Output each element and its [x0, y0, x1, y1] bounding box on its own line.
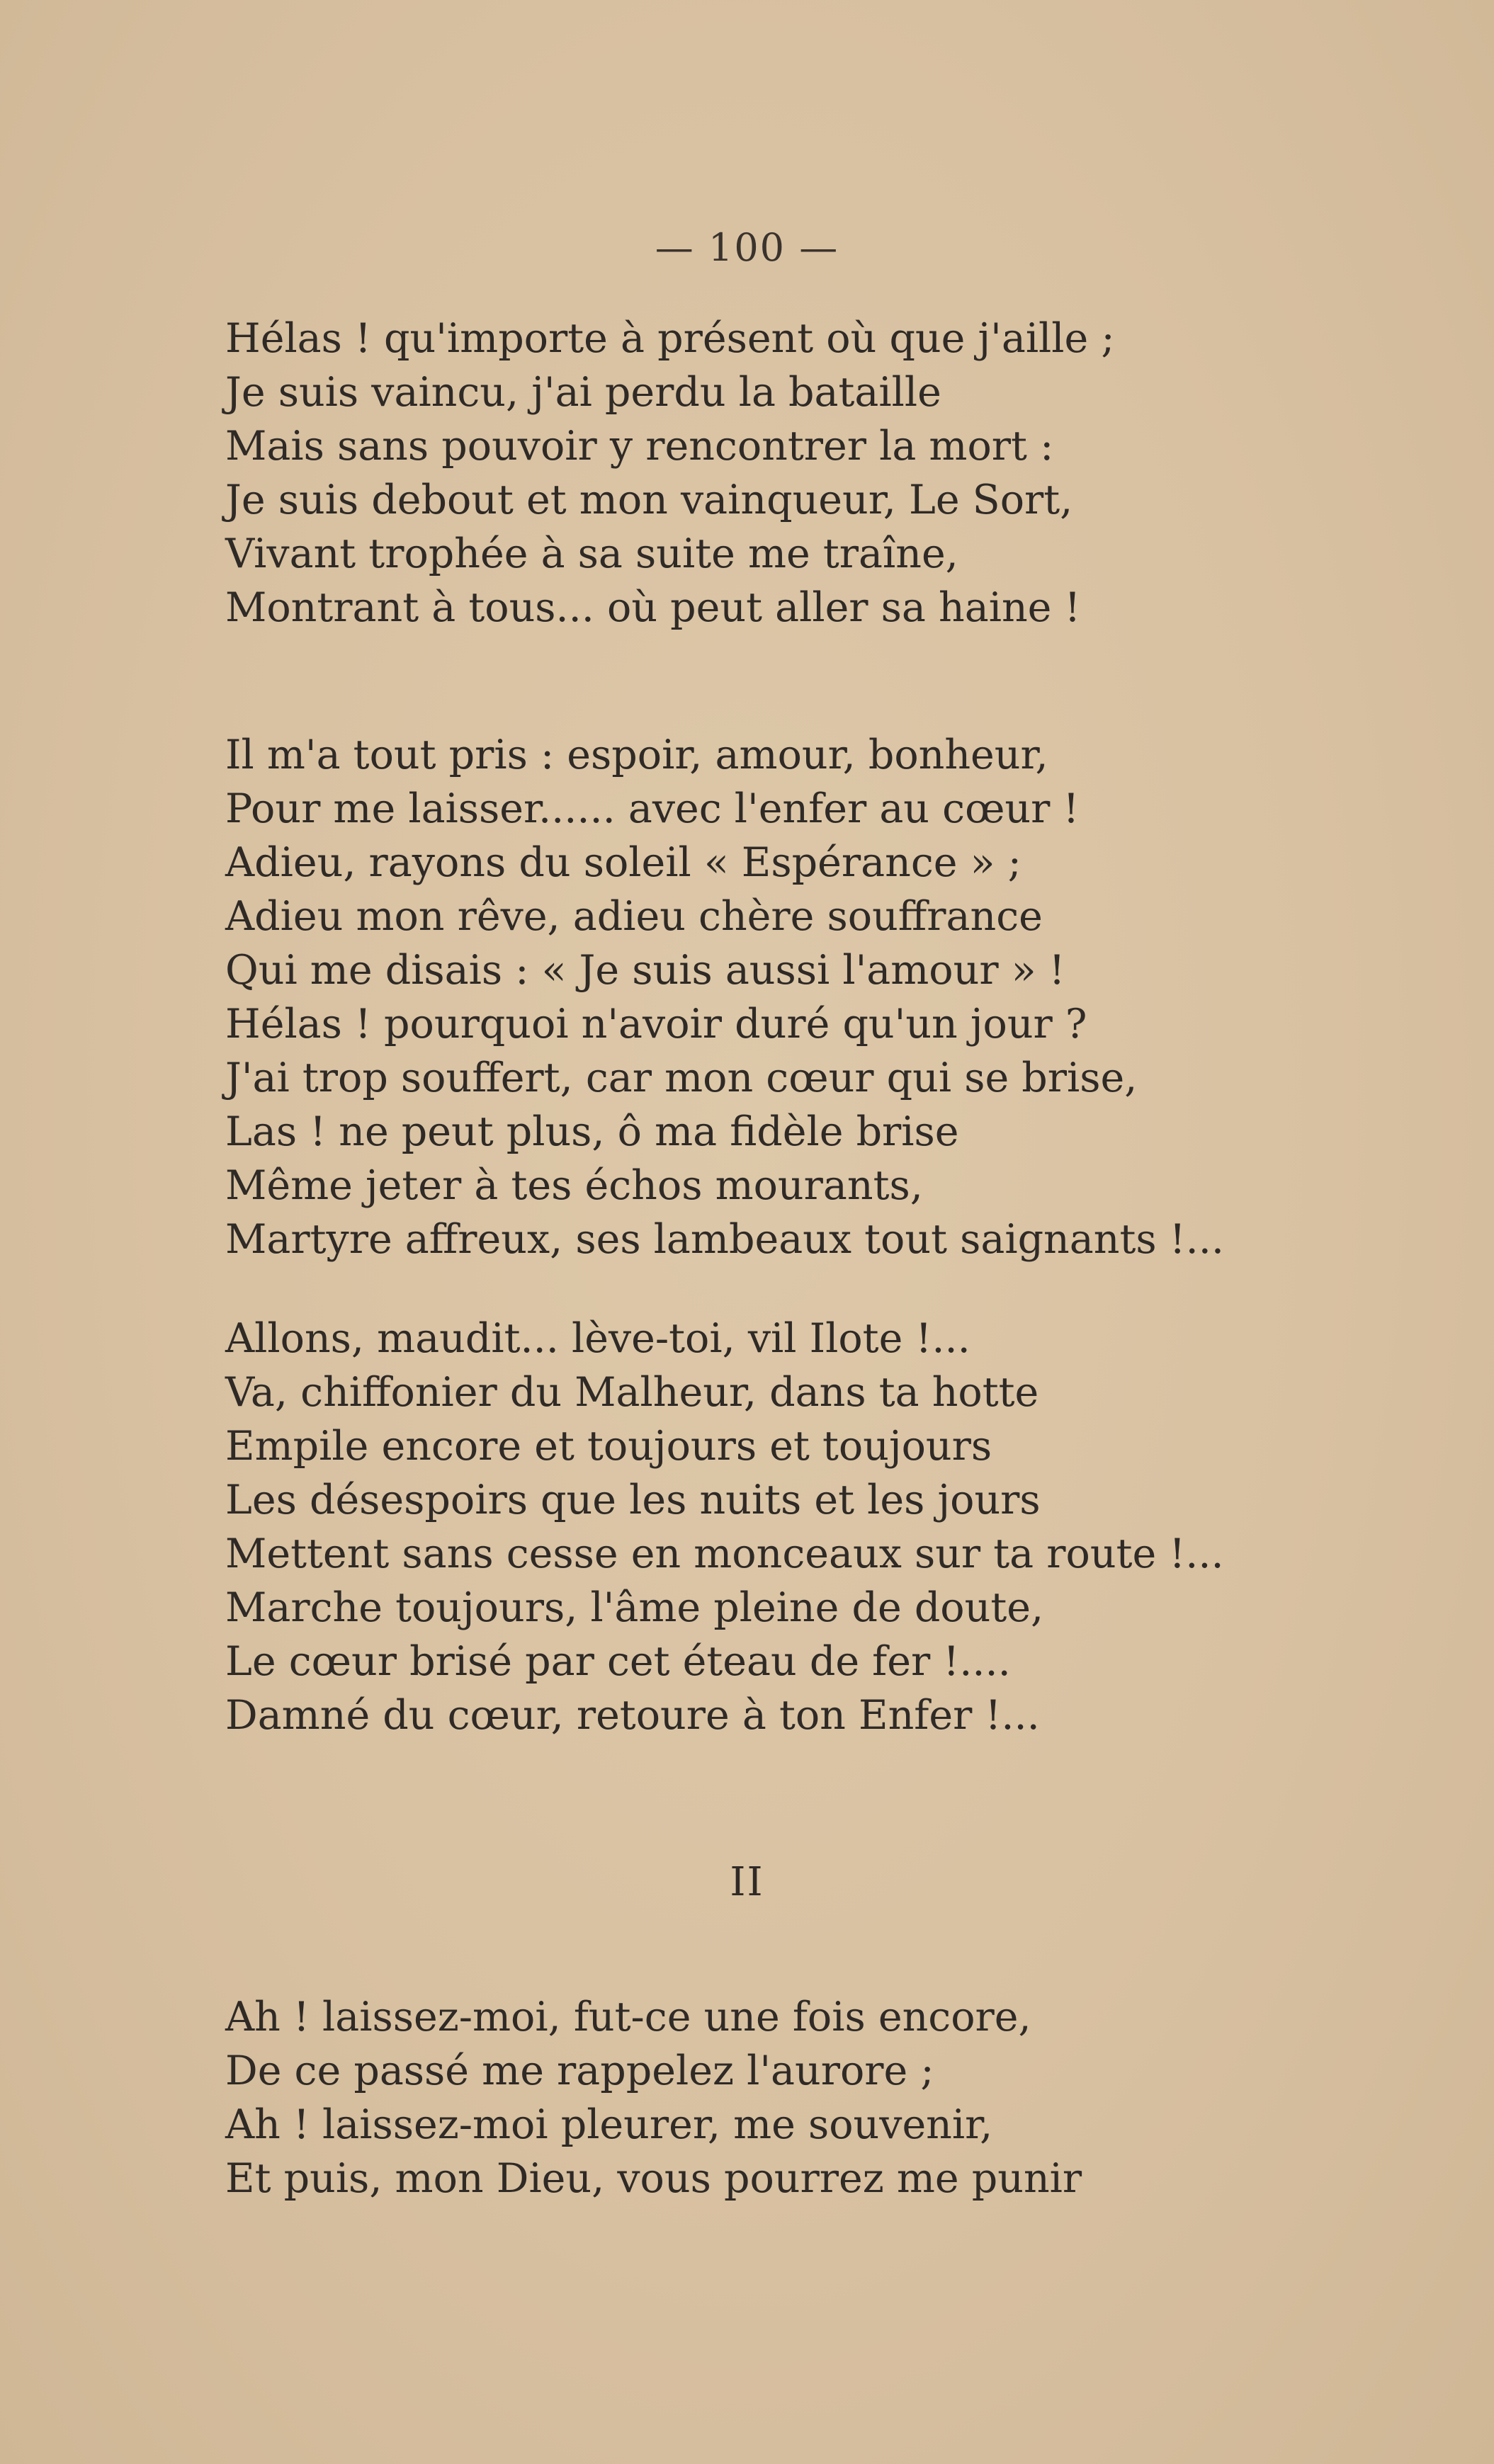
- verse-line: J'ai trop souffert, car mon cœur qui se brise,: [225, 1055, 1138, 1101]
- verse-line: Je suis debout et mon vainqueur, Le Sort,: [225, 477, 1073, 523]
- verse-line: Allons, maudit... lève-toi, vil Ilote !...: [225, 1315, 970, 1362]
- verse-line: Montrant à tous... où peut aller sa haine !: [225, 584, 1081, 631]
- verse-line: Vivant trophée à sa suite me traîne,: [225, 530, 958, 577]
- verse-line: Et puis, mon Dieu, vous pourrez me punir: [225, 2155, 1082, 2202]
- verse-line: Mettent sans cesse en monceaux sur ta route !...: [225, 1531, 1224, 1577]
- verse-line: Ah ! laissez-moi pleurer, me souvenir,: [225, 2101, 993, 2148]
- verse-line: Adieu, rayons du soleil « Espérance » ;: [225, 839, 1022, 886]
- stanza: [225, 728, 1330, 1266]
- verse-line: De ce passé me rappelez l'aurore ;: [225, 2048, 934, 2094]
- verse-line: Je suis vaincu, j'ai perdu la bataille: [225, 369, 941, 416]
- page-number: — 100 —: [655, 225, 839, 270]
- verse-line: Il m'a tout pris : espoir, amour, bonheur,: [225, 732, 1048, 778]
- verse-line: Qui me disais : « Je suis aussi l'amour » !: [225, 947, 1065, 994]
- verse-line: Marche toujours, l'âme pleine de doute,: [225, 1584, 1044, 1631]
- stanza: [225, 1990, 1330, 2205]
- verse-line: Les désespoirs que les nuits et les jours: [225, 1477, 1041, 1523]
- verse-line: Ah ! laissez-moi, fut-ce une fois encore,: [225, 1994, 1031, 2040]
- verse-line: Adieu mon rêve, adieu chère souffrance: [225, 893, 1043, 940]
- verse-line: Le cœur brisé par cet éteau de fer !....: [225, 1638, 1011, 1685]
- verse-line: Même jeter à tes échos mourants,: [225, 1162, 923, 1209]
- verse-line: Martyre affreux, ses lambeaux tout saignants !...: [225, 1216, 1224, 1263]
- stanza: [225, 312, 1330, 635]
- verse-line: Empile encore et toujours et toujours: [225, 1423, 992, 1470]
- verse-line: Hélas ! qu'importe à présent où que j'aille ;: [225, 315, 1115, 362]
- verse-line: Pour me laisser...... avec l'enfer au cœur !: [225, 785, 1080, 832]
- stanza: [225, 1312, 1330, 1742]
- verse-line: Hélas ! pourquoi n'avoir duré qu'un jour ?: [225, 1001, 1087, 1048]
- verse-line: Mais sans pouvoir y rencontrer la mort :: [225, 423, 1054, 470]
- verse-line: Damné du cœur, retoure à ton Enfer !...: [225, 1692, 1040, 1739]
- verse-line: Las ! ne peut plus, ô ma fidèle brise: [225, 1108, 959, 1155]
- verse-line: Va, chiffonier du Malheur, dans ta hotte: [225, 1369, 1039, 1416]
- section-number: II: [730, 1859, 764, 1905]
